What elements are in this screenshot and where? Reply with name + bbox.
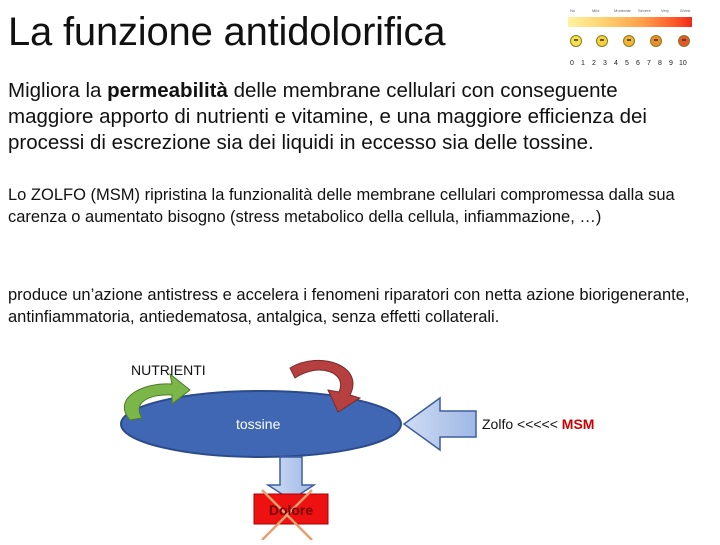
pain-number: 0: [570, 60, 574, 67]
pain-word: Mild: [592, 8, 600, 13]
crying-face-icon: [678, 35, 690, 47]
paragraph-bold-term: permeabilità: [107, 79, 228, 102]
nutrients-label: NUTRIENTI: [131, 362, 206, 378]
paragraph-sulfur: Lo ZOLFO (MSM) ripristina la funzionalità delle membrane cellulari compromessa dalla sua carenza o aumentato bisogno (stress metabolico della cellula, infiammazione, …): [8, 186, 675, 226]
sulfur-text: Zolfo <<<<<: [482, 416, 562, 432]
paragraph-text: delle membrane cellulari con conseguente maggiore apporto di nutrienti e vitamine, e una maggiore efficienza dei processi di escrezione sia dei liquidi in eccesso sia delle tossine.: [8, 79, 647, 154]
membrane-diagram: [0, 340, 720, 540]
pain-scale-words: [568, 7, 692, 15]
smiley-face-icon: [596, 35, 608, 47]
pain-scale-numbers: [568, 59, 692, 68]
sad-face-icon: [650, 35, 662, 47]
diagram-graphics: [0, 340, 720, 540]
sulfur-label: [482, 415, 594, 433]
pain-gradient-bar: [568, 17, 692, 27]
msm-label: MSM: [561, 416, 595, 432]
msm-input-arrow: [404, 398, 476, 450]
pain-word: Severe: [638, 8, 651, 13]
slide-title: La funzione antidolorifica: [8, 10, 446, 54]
pain-faces: [568, 34, 692, 50]
pain-number: 8: [658, 60, 662, 67]
neutral-face-icon: [623, 35, 635, 47]
pain-word: Very: [661, 8, 670, 13]
pain-word: Moderate: [614, 8, 631, 13]
pain-number: 9: [669, 60, 673, 67]
pain-scale-image: [565, 4, 695, 68]
pain-number: 10: [679, 60, 687, 67]
pain-number: 4: [614, 60, 618, 67]
pain-number: 7: [647, 60, 651, 67]
paragraph-text: Migliora la: [8, 79, 108, 102]
pain-number: 1: [581, 60, 585, 67]
toxins-label: tossine: [236, 416, 281, 432]
pain-word: No: [570, 8, 576, 13]
pain-word: Worst: [680, 8, 691, 13]
pain-number: 6: [636, 60, 640, 67]
paragraph-permeability: [8, 78, 708, 156]
pain-number: 2: [592, 60, 596, 67]
pain-label: Dolore: [268, 502, 314, 518]
smiley-face-icon: [570, 35, 582, 47]
paragraph-effects: produce un’azione antistress e accelera i fenomeni riparatori con netta azione biorigenerante, antinfiammatoria, antiedematosa, antalgica, senza effetti collaterali.: [8, 286, 690, 326]
pain-number: 3: [603, 60, 607, 67]
pain-number: 5: [625, 60, 629, 67]
